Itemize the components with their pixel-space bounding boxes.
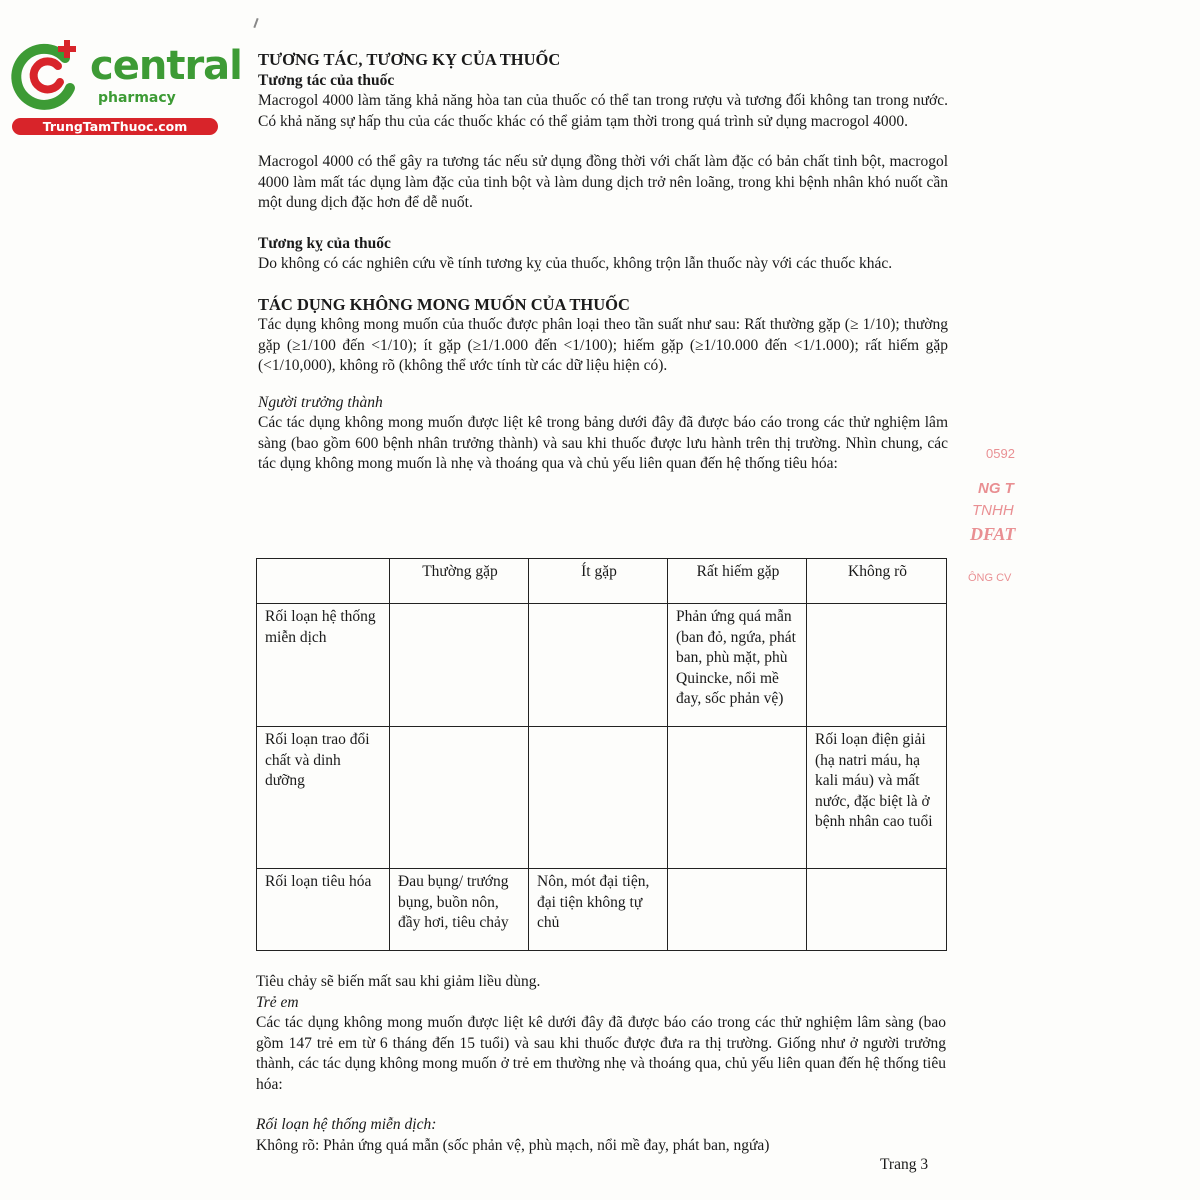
lower-section: [256, 972, 946, 1156]
table-cell: Rối loạn tiêu hóa: [257, 869, 390, 951]
table-row: [257, 604, 947, 727]
table-row: [257, 869, 947, 951]
pharmacy-cross-icon: [10, 36, 90, 116]
paragraph: Tác dụng không mong muốn của thuốc được phân loại theo tần suất như sau: Rất thường gặp (≥ 1/10); thường gặp (≥1/100 đến <1/10); ít gặp (≥1/1.000 đến <1/100); hiếm gặp (≥1/10.000 đến <1/1.000); rất hiếm gặp (<1/10,000), không rõ (không thể ước tính từ các dữ liệu hiện có).: [258, 316, 948, 374]
stamp-line: DFAT: [970, 524, 1016, 544]
table-cell: [807, 869, 947, 951]
paragraph: Không rõ: Phản ứng quá mẫn (sốc phản vệ, phù mạch, nổi mề đay, phát ban, ngứa): [256, 1136, 770, 1154]
table-cell: [390, 604, 529, 727]
table-cell: [807, 604, 947, 727]
table-cell: [529, 727, 668, 869]
section-title-interactions: TƯƠNG TÁC, TƯƠNG KỴ CỦA THUỐC: [258, 50, 561, 69]
table-cell: [529, 604, 668, 727]
paragraph: Macrogol 4000 làm tăng khả năng hòa tan của thuốc có thể tan trong rượu và tương đối không tan trong nước. Có khả năng sự hấp thu của các thuốc khác có thể giảm tạm thời trong quá trình sử dụng macrogol 4000.: [258, 92, 948, 130]
table-cell: Phản ứng quá mẫn (ban đỏ, ngứa, phát ban, phù mặt, phù Quincke, nổi mề đay, sốc phản vệ): [668, 604, 807, 727]
table-row: [257, 727, 947, 869]
stamp-line: NG T: [978, 480, 1014, 497]
paragraph: Các tác dụng không mong muốn được liệt kê dưới đây đã được báo cáo trong các thử nghiệm lâm sàng (bao gồm 147 trẻ em từ 6 tháng đến 15 tuổi) và sau khi thuốc được đưa ra thị trường. Giống như ở người trưởng thành, các tác dụng không mong muốn ở trẻ em thường nhẹ và thoáng qua, chủ yếu liên quan đến hệ thống tiêu hóa:: [256, 1014, 946, 1093]
paragraph: Tiêu chảy sẽ biến mất sau khi giảm liều dùng.: [256, 973, 541, 990]
subheading-adults: Người trưởng thành: [258, 393, 383, 411]
red-stamp: [966, 436, 1026, 596]
table-cell: [390, 727, 529, 869]
table-cell: [668, 869, 807, 951]
table-cell: Rối loạn trao đổi chất và dinh dưỡng: [257, 727, 390, 869]
subheading-incompatibility: Tương kỵ của thuốc: [258, 234, 391, 252]
stamp-line: 0592: [986, 446, 1015, 461]
scan-mark: [253, 18, 258, 28]
paragraph: Macrogol 4000 có thể gây ra tương tác nếu sử dụng đồng thời với chất làm đặc có bản chất tinh bột, macrogol 4000 làm mất tác dụng làm đặc của tinh bột và làm dung dịch trở nên loãng, trong khi bệnh nhân khó nuốt cần một dung dịch đặc hơn để dễ nuốt.: [258, 153, 948, 211]
table-cell: Rối loạn hệ thống miễn dịch: [257, 604, 390, 727]
paragraph: Các tác dụng không mong muốn được liệt kê trong bảng dưới đây đã được báo cáo trong các thử nghiệm lâm sàng (bao gồm 600 bệnh nhân trưởng thành) và sau khi thuốc được lưu hành trên thị trường. Nhìn chung, các tác dụng không mong muốn là nhẹ và thoáng qua và chủ yếu liên quan đến hệ thống tiêu hóa:: [258, 414, 948, 472]
table-header-cell: Rất hiếm gặp: [668, 559, 807, 604]
document-body: [258, 50, 948, 475]
adverse-effects-table: [256, 558, 947, 951]
stamp-line: TNHH: [972, 502, 1014, 519]
paragraph: Do không có các nghiên cứu về tính tương kỵ của thuốc, không trộn lẫn thuốc này với các thuốc khác.: [258, 255, 893, 272]
logo-brand: central: [90, 43, 242, 89]
table-cell: Đau bụng/ trướng bụng, buồn nôn, đầy hơi, tiêu chảy: [390, 869, 529, 951]
table-header-cell: Không rõ: [807, 559, 947, 604]
logo-site-link[interactable]: TrungTamThuoc.com: [12, 118, 218, 135]
subheading-immune: Rối loạn hệ thống miễn dịch:: [256, 1116, 437, 1133]
central-pharmacy-logo[interactable]: [10, 36, 242, 136]
stamp-line: ÔNG CV: [968, 572, 1012, 584]
subheading-children: Trẻ em: [256, 993, 299, 1011]
table-header-cell: Thường gặp: [390, 559, 529, 604]
logo-subtitle: pharmacy: [98, 90, 176, 106]
section-title-adverse-effects: TÁC DỤNG KHÔNG MONG MUỐN CỦA THUỐC: [258, 294, 630, 314]
table-cell: Rối loạn điện giải (hạ natri máu, hạ kali máu) và mất nước, đặc biệt là ở bệnh nhân cao tuổi: [807, 727, 947, 869]
subheading-drug-interactions: Tương tác của thuốc: [258, 71, 395, 89]
table-cell: Nôn, mót đại tiện, đại tiện không tự chủ: [529, 869, 668, 951]
page-number: Trang 3: [880, 1156, 929, 1173]
table-header-cell: [257, 559, 390, 604]
table-header-cell: Ít gặp: [529, 559, 668, 604]
table-cell: [668, 727, 807, 869]
table-header-row: [257, 559, 947, 604]
